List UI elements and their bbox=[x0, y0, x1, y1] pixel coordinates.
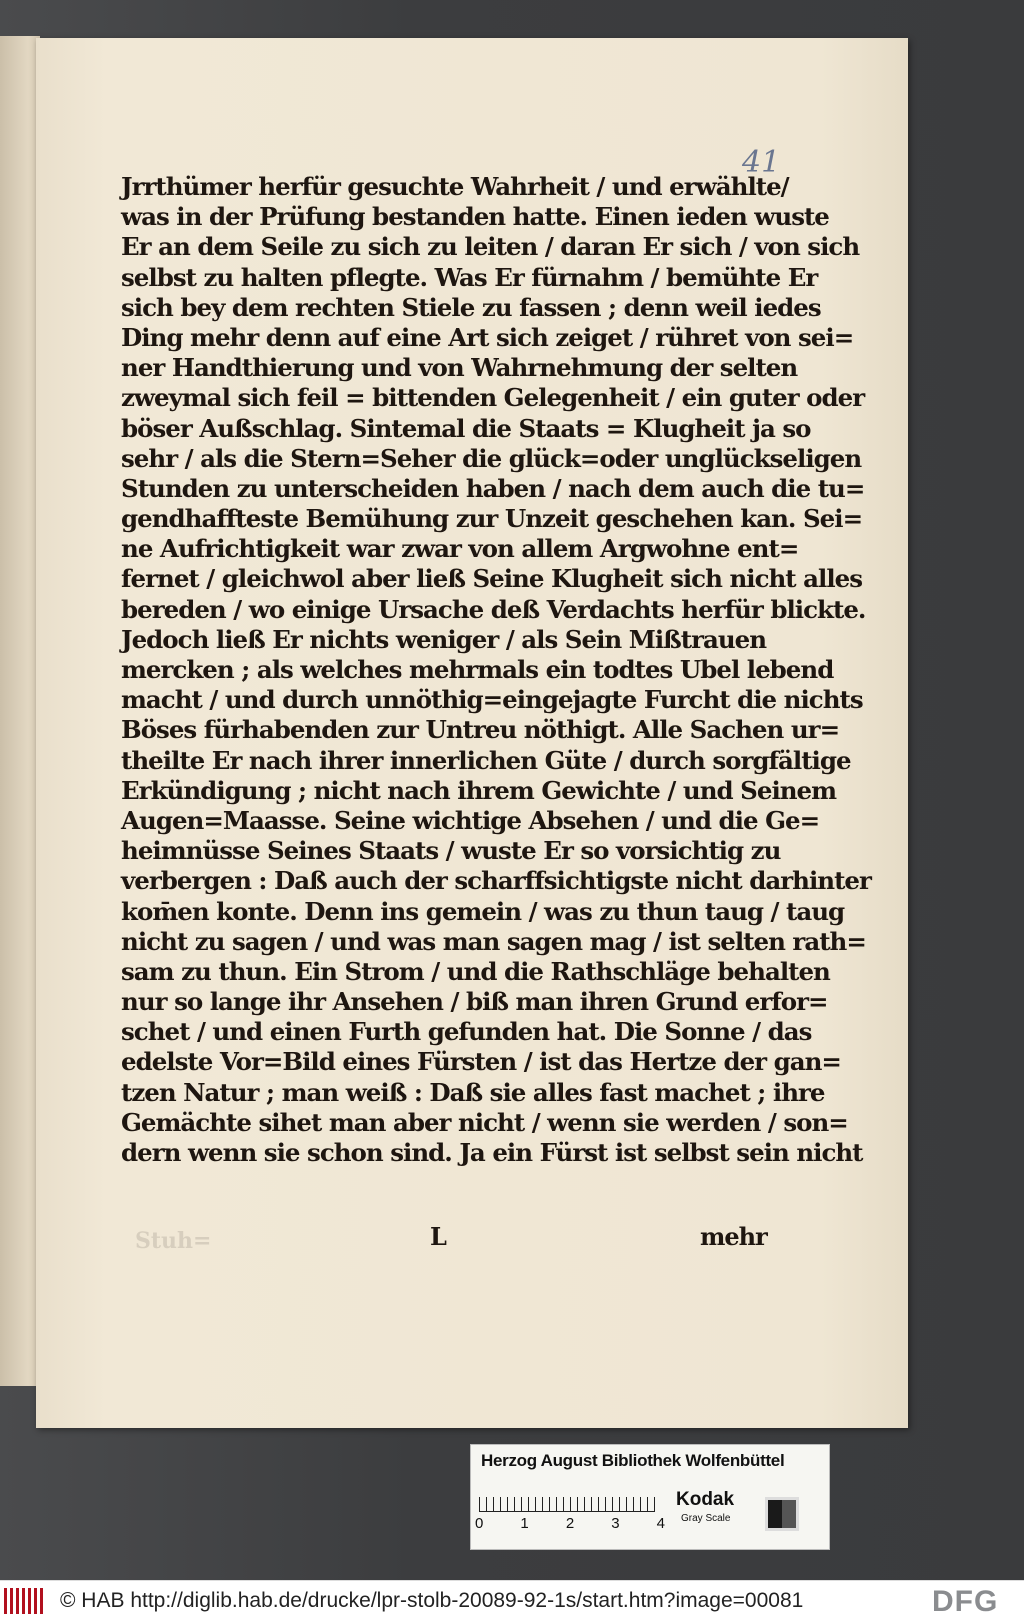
gray-patch bbox=[765, 1497, 799, 1531]
library-name: Herzog August Bibliothek Wolfenbüttel bbox=[481, 1451, 785, 1470]
text-line: Stunden zu unterscheiden haben / nach dem auch die tu= bbox=[121, 473, 865, 503]
text-line: bereden / wo einige Ursache deß Verdachts herfür blickte. bbox=[121, 594, 866, 624]
text-line: Jrrthümer herfür gesuchte Wahrheit / und erwählte/ bbox=[121, 172, 789, 201]
catchword: mehr bbox=[700, 1222, 767, 1251]
dfg-logo: DFG bbox=[932, 1585, 999, 1618]
ruler-number: 4 bbox=[656, 1515, 665, 1532]
footer-copyright-link[interactable]: © HAB http://diglib.hab.de/drucke/lpr-stolb-20089-92-1s/start.htm?image=00081 bbox=[60, 1589, 804, 1612]
text-line: sich bey dem rechten Stiele zu fassen ; denn weil iedes bbox=[121, 292, 821, 322]
text-line: dern wenn sie schon sind. Ja ein Fürst ist selbst sein nicht bbox=[121, 1138, 863, 1167]
show-through-text: Stuh= bbox=[135, 1228, 212, 1254]
text-line: sam zu thun. Ein Strom / und die Rathschläge behalten bbox=[121, 956, 830, 986]
text-line: nicht zu sagen / und was man sagen mag / ist selten rath= bbox=[121, 926, 866, 956]
ruler-numbers bbox=[475, 1515, 665, 1532]
folio-note: 41 bbox=[742, 145, 781, 180]
text-line: gendhaffteste Bemühung zur Unzeit geschehen kan. Sei= bbox=[121, 504, 863, 534]
text-line: zweymal sich feil = bittenden Gelegenheit / ein guter oder bbox=[121, 383, 865, 413]
text-line: ner Handthierung und von Wahrnehmung der selten bbox=[121, 353, 798, 383]
text-line: Augen=Maasse. Seine wichtige Absehen / und die Ge= bbox=[121, 805, 820, 835]
text-line: Böses fürhabenden zur Untreu nöthigt. Alle Sachen ur= bbox=[121, 715, 840, 745]
color-card bbox=[470, 1444, 830, 1550]
ruler-number: 1 bbox=[520, 1515, 529, 1532]
ruler-number: 2 bbox=[565, 1515, 575, 1532]
text-line: kom̄en konte. Denn ins gemein / was zu thun taug / taug bbox=[121, 896, 845, 926]
text-line: Er an dem Seile zu sich zu leiten / daran Er sich / von sich bbox=[121, 232, 860, 262]
page-text bbox=[121, 172, 871, 1168]
text-line: fernet / gleichwol aber ließ Seine Klugheit sich nicht alles bbox=[121, 564, 863, 594]
text-line: Jedoch ließ Er nichts weniger / als Sein Mißtrauen bbox=[121, 624, 767, 654]
ruler-scale bbox=[479, 1489, 655, 1512]
text-line: edelste Vor=Bild eines Fürsten / ist das Hertze der gan= bbox=[121, 1047, 841, 1077]
text-line: heimnüsse Seines Staats / wuste Er so vorsichtig zu bbox=[121, 836, 781, 866]
text-line: tzen Natur ; man weiß : Daß sie alles fast machet ; ihre bbox=[121, 1077, 825, 1107]
text-line: schet / und einen Furth gefunden hat. Die Sonne / das bbox=[121, 1017, 812, 1047]
hab-barcode-icon bbox=[4, 1588, 44, 1614]
ruler-number: 3 bbox=[611, 1515, 620, 1532]
kodak-logo: Kodak bbox=[676, 1489, 735, 1510]
gray-scale-label: Gray Scale bbox=[681, 1513, 731, 1524]
text-line: Gemächte sihet man aber nicht / wenn sie werden / son= bbox=[121, 1107, 848, 1137]
text-line: verbergen : Daß auch der scharffsichtigste nicht darhinter bbox=[121, 866, 871, 896]
text-line: theilte Er nach ihrer innerlichen Güte / durch sorgfältige bbox=[121, 745, 851, 775]
text-line: mercken ; als welches mehrmals ein todtes Ubel lebend bbox=[121, 655, 834, 684]
text-line: was in der Prüfung bestanden hatte. Einen ieden wuste bbox=[121, 202, 829, 232]
text-line: macht / und durch unnöthig=eingejagte Furcht die nichts bbox=[121, 685, 863, 715]
text-line: nur so lange ihr Ansehen / biß man ihren Grund erfor= bbox=[121, 987, 828, 1017]
text-line: selbst zu halten pflegte. Was Er fürnahm / bemühte Er bbox=[121, 262, 818, 292]
signature-mark: L bbox=[430, 1222, 447, 1251]
text-line: sehr / als die Stern=Seher die glück=oder unglückseligen bbox=[121, 443, 862, 473]
text-line: Erkündigung ; nicht nach ihrem Gewichte / und Seinem bbox=[121, 775, 837, 805]
text-line: böser Außschlag. Sintemal die Staats = Klugheit ja so bbox=[121, 413, 811, 443]
text-line: ne Aufrichtigkeit war zwar von allem Argwohne ent= bbox=[121, 534, 799, 564]
footer-bar bbox=[0, 1580, 1024, 1621]
previous-page-edge bbox=[0, 36, 40, 1386]
text-line: Ding mehr denn auf eine Art sich zeiget / rühret von sei= bbox=[121, 322, 854, 352]
ruler-number: 0 bbox=[475, 1515, 484, 1532]
